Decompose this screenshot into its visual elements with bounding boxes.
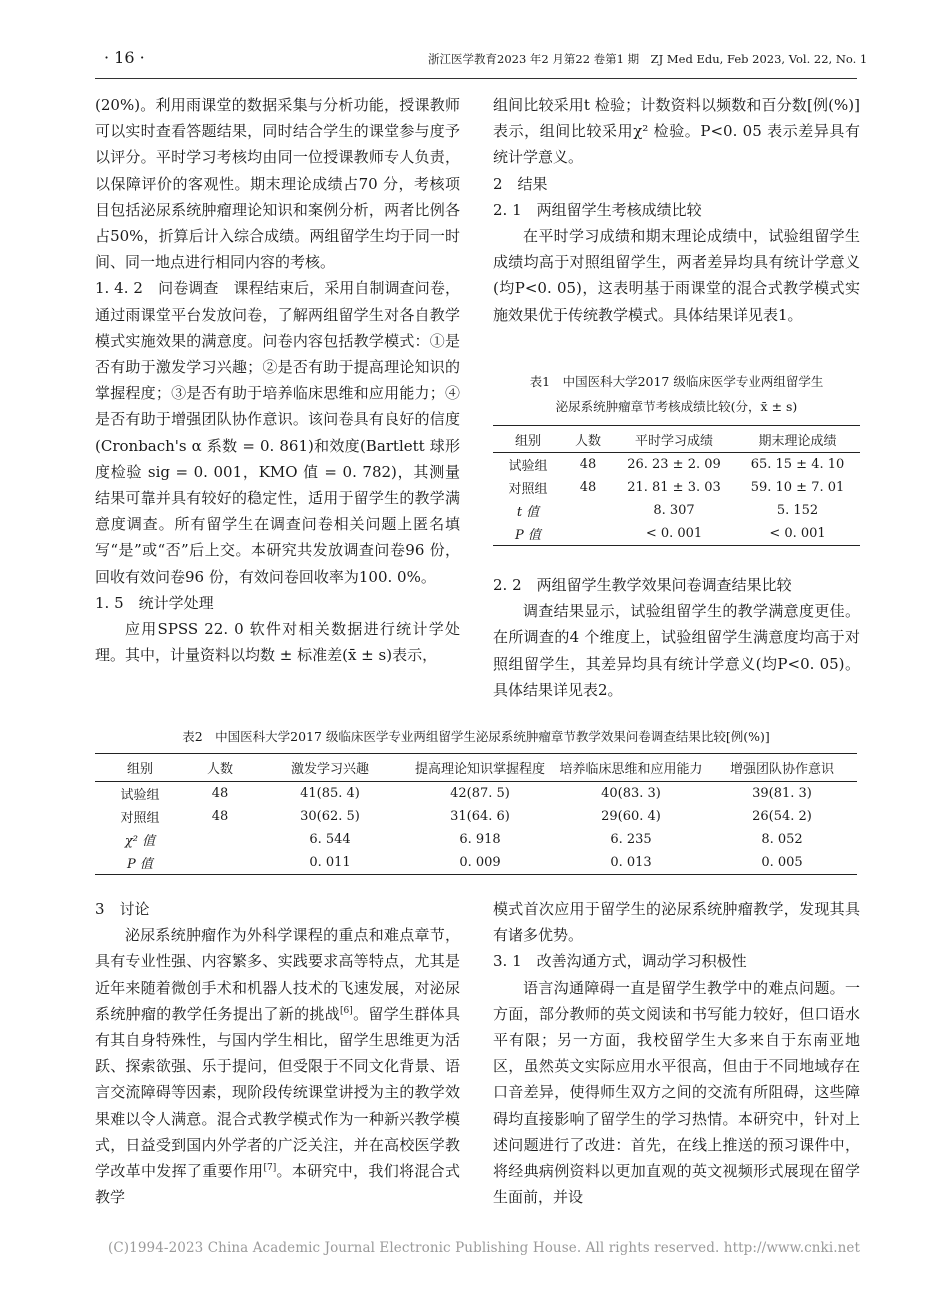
table-header-row bbox=[493, 426, 860, 453]
bottom-left-column bbox=[95, 896, 460, 1210]
table-cell: 5. 152 bbox=[776, 503, 819, 518]
table-row bbox=[95, 828, 857, 851]
copyright-footer: (C)1994-2023 China Academic Journal Electronic Publishing House. All rights reserved. http://www.cnki.net bbox=[108, 1240, 861, 1256]
table-cell: 0. 013 bbox=[610, 855, 652, 870]
table-header-row bbox=[95, 754, 857, 782]
section-3-1-heading: 3. 1 改善沟通方式，调动学习积极性 bbox=[493, 952, 747, 971]
page-number: · 16 · bbox=[104, 48, 145, 67]
right-column-lower bbox=[493, 572, 860, 703]
table-cell: 39(81. 3) bbox=[752, 786, 812, 801]
bottom-right-column bbox=[493, 896, 860, 1210]
table-cell: 8. 052 bbox=[761, 832, 803, 847]
table-cell: 59. 10 ± 7. 01 bbox=[750, 480, 845, 495]
table1-caption-line1: 表1 中国医科大学2017 级临床医学专业两组留学生 bbox=[529, 374, 824, 389]
table2 bbox=[95, 753, 857, 875]
table-cell: 41(85. 4) bbox=[300, 786, 360, 801]
discussion-text-c: 。本研究中，我们将混合式教学 bbox=[95, 1162, 460, 1207]
paragraph-statistics: 应用SPSS 22. 0 软件对相关数据进行统计学处理。其中，计量资料以均数 ± 标准差(x̄ ± s)表示， bbox=[95, 620, 460, 665]
discussion-text-b: 。留学生群体具有其自身特殊性，与国内学生相比，留学生思维更为活跃、探索欲强、乐于提问，但受限于不同文化背景、语言交流障碍等因素，现阶段传统课堂讲授为主的教学效果难以令人满意。混合式教学模式作为一种新兴教学模式，日益受到国内外学者的广泛关注，并在高校医学教学改革中发挥了重要作用 bbox=[95, 1004, 460, 1181]
table-cell: χ² 值 bbox=[124, 834, 156, 849]
table-cell: 42(87. 5) bbox=[450, 786, 510, 801]
paragraph-stat-continued: 组间比较采用t 检验；计数资料以频数和百分数[例(%)]表示，组间比较采用χ² 检验。P<0. 05 表示差异具有统计学意义。 bbox=[493, 96, 860, 167]
paragraph-results-scores: 在平时学习成绩和期末理论成绩中，试验组留学生成绩均高于对照组留学生，两者差异均具有统计学意义(均P<0. 05)，这表明基于雨课堂的混合式教学模式实施效果优于传统教学模式。具体结果详见表1。 bbox=[493, 227, 860, 324]
table-cell: 0. 011 bbox=[309, 855, 351, 870]
table-cell: 0. 009 bbox=[459, 855, 501, 870]
column-header: 激发学习兴趣 bbox=[255, 754, 405, 782]
table-cell: < 0. 001 bbox=[769, 526, 826, 541]
table-row bbox=[493, 476, 860, 499]
column-header: 组别 bbox=[493, 426, 563, 453]
paragraph-discussion bbox=[95, 922, 460, 1210]
table-cell: 48 bbox=[211, 786, 229, 801]
table-cell: 试验组 bbox=[508, 459, 548, 474]
table-row bbox=[493, 499, 860, 522]
table-cell: 0. 005 bbox=[761, 855, 803, 870]
section-2-2-heading: 2. 2 两组留学生教学效果问卷调查结果比较 bbox=[493, 576, 792, 594]
table-row bbox=[95, 805, 857, 828]
table1-caption-line2: 泌尿系统肿瘤章节考核成绩比较(分，x̄ ± s) bbox=[555, 399, 798, 414]
table-cell: 8. 307 bbox=[653, 503, 695, 518]
citation-7[interactable]: [7] bbox=[263, 1163, 277, 1174]
discussion-text-a: 泌尿系统肿瘤作为外科学课程的重点和难点章节，具有专业性强、内容繁多、实践要求高等特点，尤其是近年来随着微创手术和机器人技术的飞速发展，对泌尿系统肿瘤的教学任务提出了新的挑战 bbox=[95, 926, 460, 1023]
column-header: 人数 bbox=[185, 754, 255, 782]
column-header: 提高理论知识掌握程度 bbox=[405, 754, 555, 782]
table-row bbox=[95, 782, 857, 806]
paragraph-discussion-cont: 模式首次应用于留学生的泌尿系统肿瘤教学，发现其具有诸多优势。 bbox=[493, 900, 860, 945]
column-header: 期末理论成绩 bbox=[735, 426, 860, 453]
table-cell bbox=[563, 499, 613, 522]
table-cell: 对照组 bbox=[120, 811, 160, 826]
table-cell: 6. 918 bbox=[459, 832, 501, 847]
table-cell: < 0. 001 bbox=[645, 526, 703, 541]
table-row bbox=[493, 522, 860, 546]
table-cell: 26. 23 ± 2. 09 bbox=[627, 457, 721, 472]
paragraph-assessment: (20%)。利用雨课堂的数据采集与分析功能，授课教师可以实时查看答题结果，同时结合学生的课堂参与度予以评分。平时学习考核均由同一位授课教师专人负责，以保障评价的客观性。期末理论成绩占70 分，考核项目包括泌尿系统肿瘤理论知识和案例分析，两者比例各占50%，折算后计入综合成绩。两组留学生均于同一时间、同一地点进行相同内容的考核。 bbox=[95, 96, 460, 272]
table-cell: 48 bbox=[579, 480, 597, 495]
table-cell: 48 bbox=[579, 457, 597, 472]
table-cell: 65. 15 ± 4. 10 bbox=[750, 457, 845, 472]
section-2-1-heading: 2. 1 两组留学生考核成绩比较 bbox=[493, 200, 702, 219]
table-cell bbox=[185, 828, 255, 851]
table-cell: 对照组 bbox=[508, 482, 548, 497]
column-header: 培养临床思维和应用能力 bbox=[555, 754, 707, 782]
table-cell bbox=[185, 851, 255, 875]
right-column bbox=[493, 92, 860, 328]
section-3-heading: 3 讨论 bbox=[95, 900, 150, 918]
table1 bbox=[493, 425, 860, 546]
table-cell: 30(62. 5) bbox=[300, 809, 360, 824]
table-cell: P 值 bbox=[515, 528, 541, 543]
paragraph-communication: 语言沟通障碍一直是留学生教学中的难点问题。一方面，部分教师的英文阅读和书写能力较好，但口语水平有限；另一方面，我校留学生大多来自于东南亚地区，虽然英文实际应用水平很高，但由于不同地域存在口音差异，使得师生双方之间的交流有所阻碍，这些障碍均直接影响了留学生的学习热情。本研究中，针对上述问题进行了改进：首先，在线上推送的预习课件中，将经典病例资料以更加直观的英文视频形式展现在留学生面前，并设 bbox=[493, 978, 860, 1207]
table-cell: 31(64. 6) bbox=[450, 809, 510, 824]
table2-caption: 表2 中国医科大学2017 级临床医学专业两组留学生泌尿系统肿瘤章节教学效果问卷调查结果比较[例(%)] bbox=[182, 729, 770, 744]
table-cell: t 值 bbox=[516, 505, 540, 520]
table-row bbox=[95, 851, 857, 875]
table-cell: 29(60. 4) bbox=[601, 809, 661, 824]
left-column bbox=[95, 92, 460, 668]
column-header: 组别 bbox=[95, 754, 185, 782]
table-cell: 6. 235 bbox=[610, 832, 652, 847]
column-header: 人数 bbox=[563, 426, 613, 453]
table-cell: 40(83. 3) bbox=[601, 786, 661, 801]
section-title: 问卷调查 bbox=[158, 279, 219, 298]
table-cell bbox=[563, 522, 613, 546]
table-cell: P 值 bbox=[127, 857, 153, 872]
header-rule bbox=[95, 78, 857, 79]
column-header: 增强团队协作意识 bbox=[707, 754, 857, 782]
table-row bbox=[493, 453, 860, 477]
section-2-heading: 2 结果 bbox=[493, 174, 548, 193]
section-1-5-heading: 1. 5 统计学处理 bbox=[95, 593, 214, 612]
column-header: 平时学习成绩 bbox=[613, 426, 735, 453]
table-cell: 6. 544 bbox=[309, 832, 351, 847]
table-cell: 26(54. 2) bbox=[752, 809, 812, 824]
section-text: 课程结束后，采用自制调查问卷，通过雨课堂平台发放问卷，了解两组留学生对各自教学模式实施效果的满意度。问卷内容包括教学模式：①是否有助于激发学习兴趣；②是否有助于提高理论知识的掌握程度；③是否有助于培养临床思维和应用能力；④是否有助于增强团队协作意识。该问卷具有良好的信度(Cronbach's α 系数 = 0. 861)和效度(Bartlett 球形度检验 sig = 0. 001，KMO 值 = 0. 782)，其测量结果可靠并具有较好的稳定性，适用于留学生的教学满意度调查。所有留学生在调查问卷相关问题上匿名填写“是”或“否”后上交。本研究共发放调查问卷96 份，回收有效问卷96 份，有效问卷回收率为100. 0%。 bbox=[95, 279, 460, 586]
paragraph-results-survey: 调查结果显示，试验组留学生的教学满意度更佳。在所调查的4 个维度上，试验组留学生满意度均高于对照组留学生，其差异均具有统计学意义(均P<0. 05)。具体结果详见表2。 bbox=[493, 602, 860, 699]
section-number: 1. 4. 2 bbox=[95, 279, 143, 298]
section-1-4-2 bbox=[95, 275, 460, 589]
table-cell: 21. 81 ± 3. 03 bbox=[627, 480, 721, 495]
running-head: 浙江医学教育2023 年2 月第22 卷第1 期 ZJ Med Edu, Feb 2023, Vol. 22, No. 1 bbox=[428, 52, 868, 66]
table-cell: 48 bbox=[211, 809, 229, 824]
citation-6[interactable]: [6] bbox=[340, 1005, 353, 1016]
table-cell: 试验组 bbox=[120, 788, 160, 803]
